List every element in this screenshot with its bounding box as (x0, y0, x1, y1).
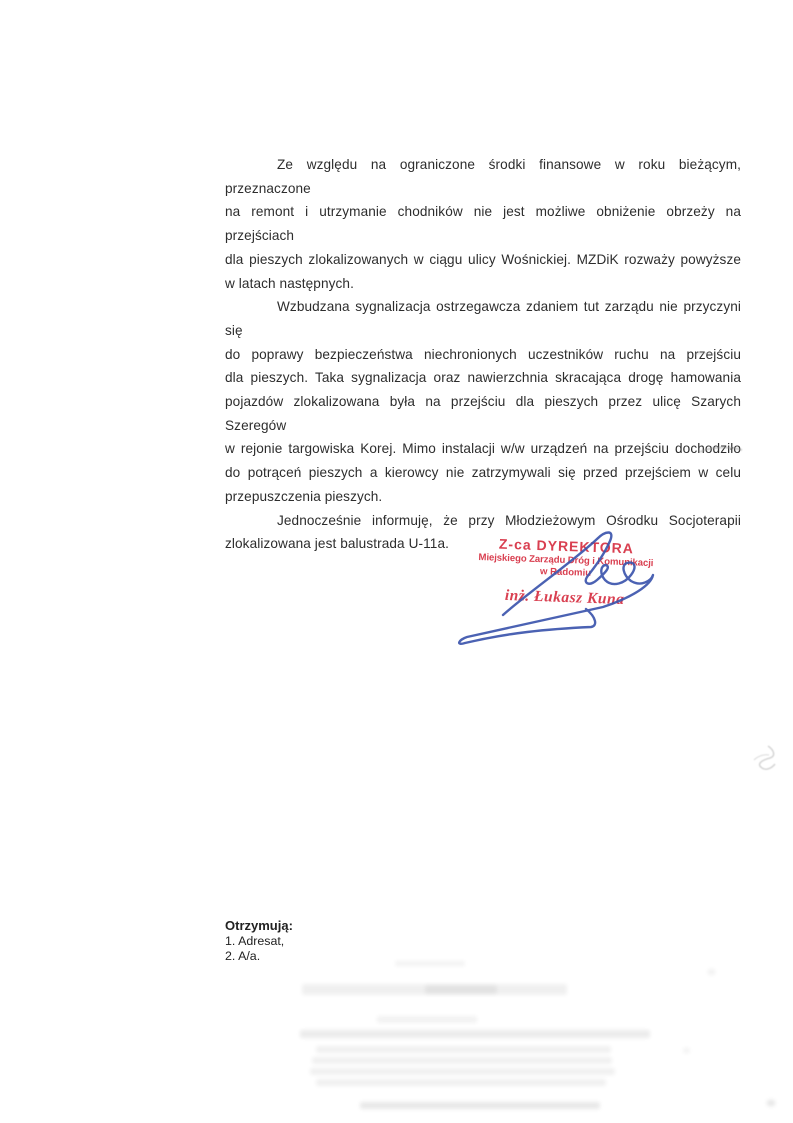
body-line: dla pieszych zlokalizowanych w ciągu ulicy Wośnickiej. MZDiK rozważy powyższe (225, 251, 741, 267)
letter-body (225, 153, 741, 556)
stamp-title: Z-ca DYREKTORA (498, 535, 635, 557)
body-line: Wzbudzana sygnalizacja ostrzegawcza zdaniem tut zarządu nie przyczyni się (225, 299, 741, 338)
stamp-city: w Radomiu (539, 566, 592, 579)
body-line: przepuszczenia pieszych. (225, 488, 383, 504)
bleedthrough-artifact (316, 1046, 611, 1053)
paragraph-1 (225, 153, 741, 295)
distribution-item: 2. A/a. (225, 949, 261, 963)
bleedthrough-artifact (425, 985, 497, 994)
stamp-organization: Miejskiego Zarządu Dróg i Komunikacji (478, 551, 654, 570)
body-line: pojazdów zlokalizowana była na przejściu dla pieszych przez ulicę Szarych Szeregów (225, 394, 741, 433)
distribution-heading: Otrzymują: (225, 918, 293, 933)
bleedthrough-artifact (767, 1100, 775, 1106)
official-stamp (472, 535, 659, 610)
bleedthrough-artifact (360, 1102, 600, 1109)
smudge-mark-icon (748, 742, 780, 776)
body-line: na remont i utrzymanie chodników nie jest możliwe obniżenie obrzeży na przejściach (225, 204, 741, 244)
smudge-mark-icon (698, 443, 744, 457)
body-line: do poprawy bezpieczeństwa niechronionych uczestników ruchu na przejściu (225, 346, 741, 362)
bleedthrough-artifact (683, 1048, 690, 1053)
bleedthrough-artifact (316, 1079, 606, 1086)
signature-block (445, 525, 669, 665)
bleedthrough-artifact (312, 1057, 612, 1064)
body-line: zlokalizowana jest balustrada U-11a. (225, 536, 449, 552)
body-line: w rejonie targowiska Korej. Mimo instalacji w/w urządzeń na przejściu dochodziło (225, 441, 741, 457)
bleedthrough-artifact (708, 969, 715, 975)
bleedthrough-artifact (395, 961, 465, 966)
body-line: Ze względu na ograniczone środki finansowe w roku bieżącym, przeznaczone (225, 157, 741, 196)
body-line: w latach następnych. (225, 275, 354, 291)
body-line: dla pieszych. Taka sygnalizacja oraz nawierzchnia skracająca drogę hamowania (225, 370, 741, 386)
stamp-signer-name: inż. Łukasz Kuna (504, 586, 625, 609)
distribution-list (225, 918, 293, 965)
body-line: do potrąceń pieszych a kierowcy nie zatrzymywali się przed przejściem w celu (225, 465, 741, 481)
distribution-item: 1. Adresat, (225, 933, 285, 948)
bleedthrough-artifact (310, 1068, 615, 1075)
bleedthrough-artifact (377, 1016, 477, 1023)
bleedthrough-artifact (300, 1030, 650, 1038)
paragraph-2 (225, 295, 741, 508)
body-line: Jednocześnie informuję, że przy Młodzieżowym Ośrodku Socjoterapii (277, 512, 741, 528)
smudge-mark-icon (693, 350, 715, 358)
